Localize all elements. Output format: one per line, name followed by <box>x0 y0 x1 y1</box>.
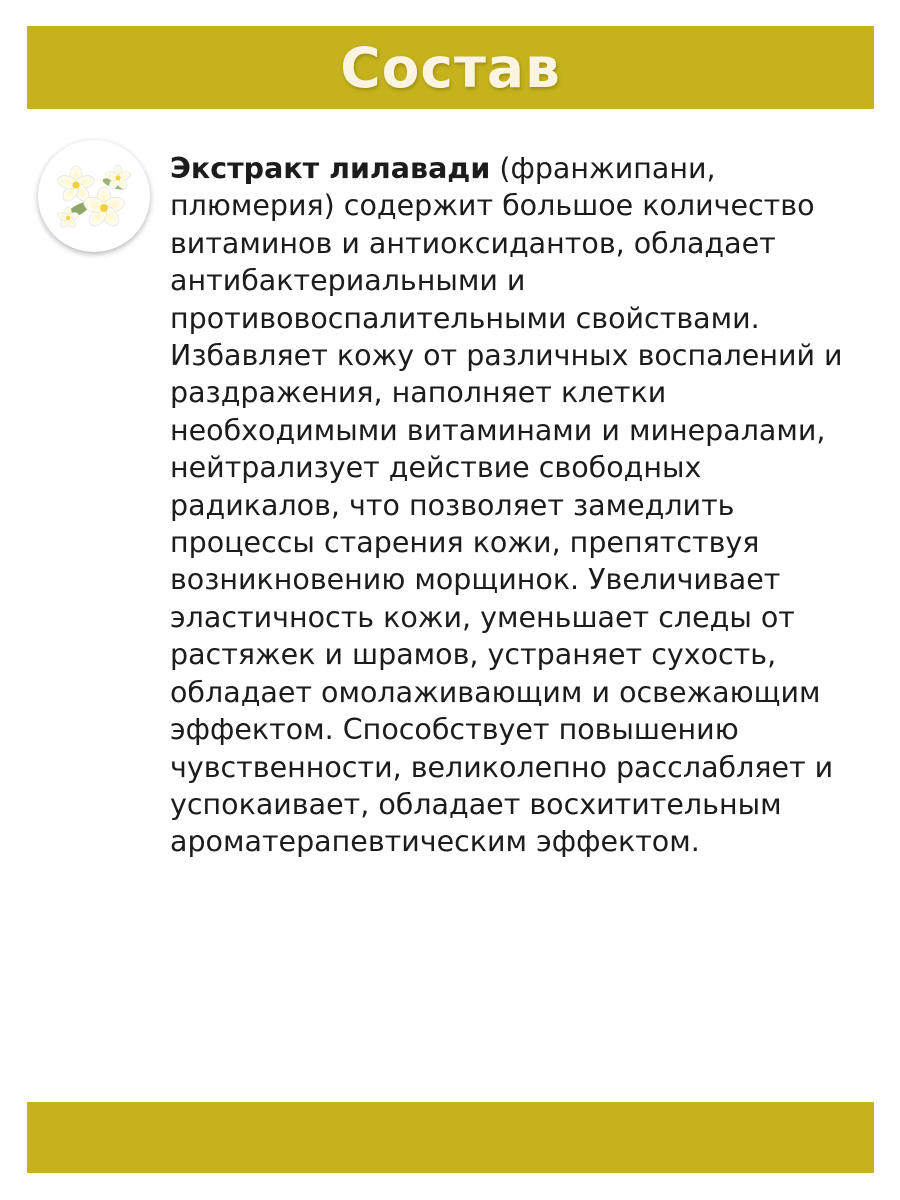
plumeria-flower-icon <box>38 140 150 252</box>
ingredient-description <box>170 150 850 861</box>
footer-bar <box>27 1102 874 1173</box>
ingredient-name: Экстракт лилавади <box>170 152 491 185</box>
page-title: Состав <box>340 35 561 100</box>
title-banner <box>27 26 874 109</box>
ingredient-description-text: (франжипани, плюмерия) содержит большое количество витаминов и антиоксидантов, обладает антибактериальными и противовоспалительными свойствами. Избавляет кожу от различных воспалений и раздражения, наполняет клетки необходимыми витаминами и минералами, нейтрализует действие свободных радикалов, что позволяет замедлить процессы старения кожи, препятствуя возникновению морщинок. Увеличивает эластичность кожи, уменьшает следы от растяжек и шрамов, устраняет сухость, обладает омолаживающим и освежающим эффектом. Способствует повышению чувственности, великолепно расслабляет и успокаивает, обладает восхитительным ароматерапевтическим эффектом. <box>170 152 843 859</box>
